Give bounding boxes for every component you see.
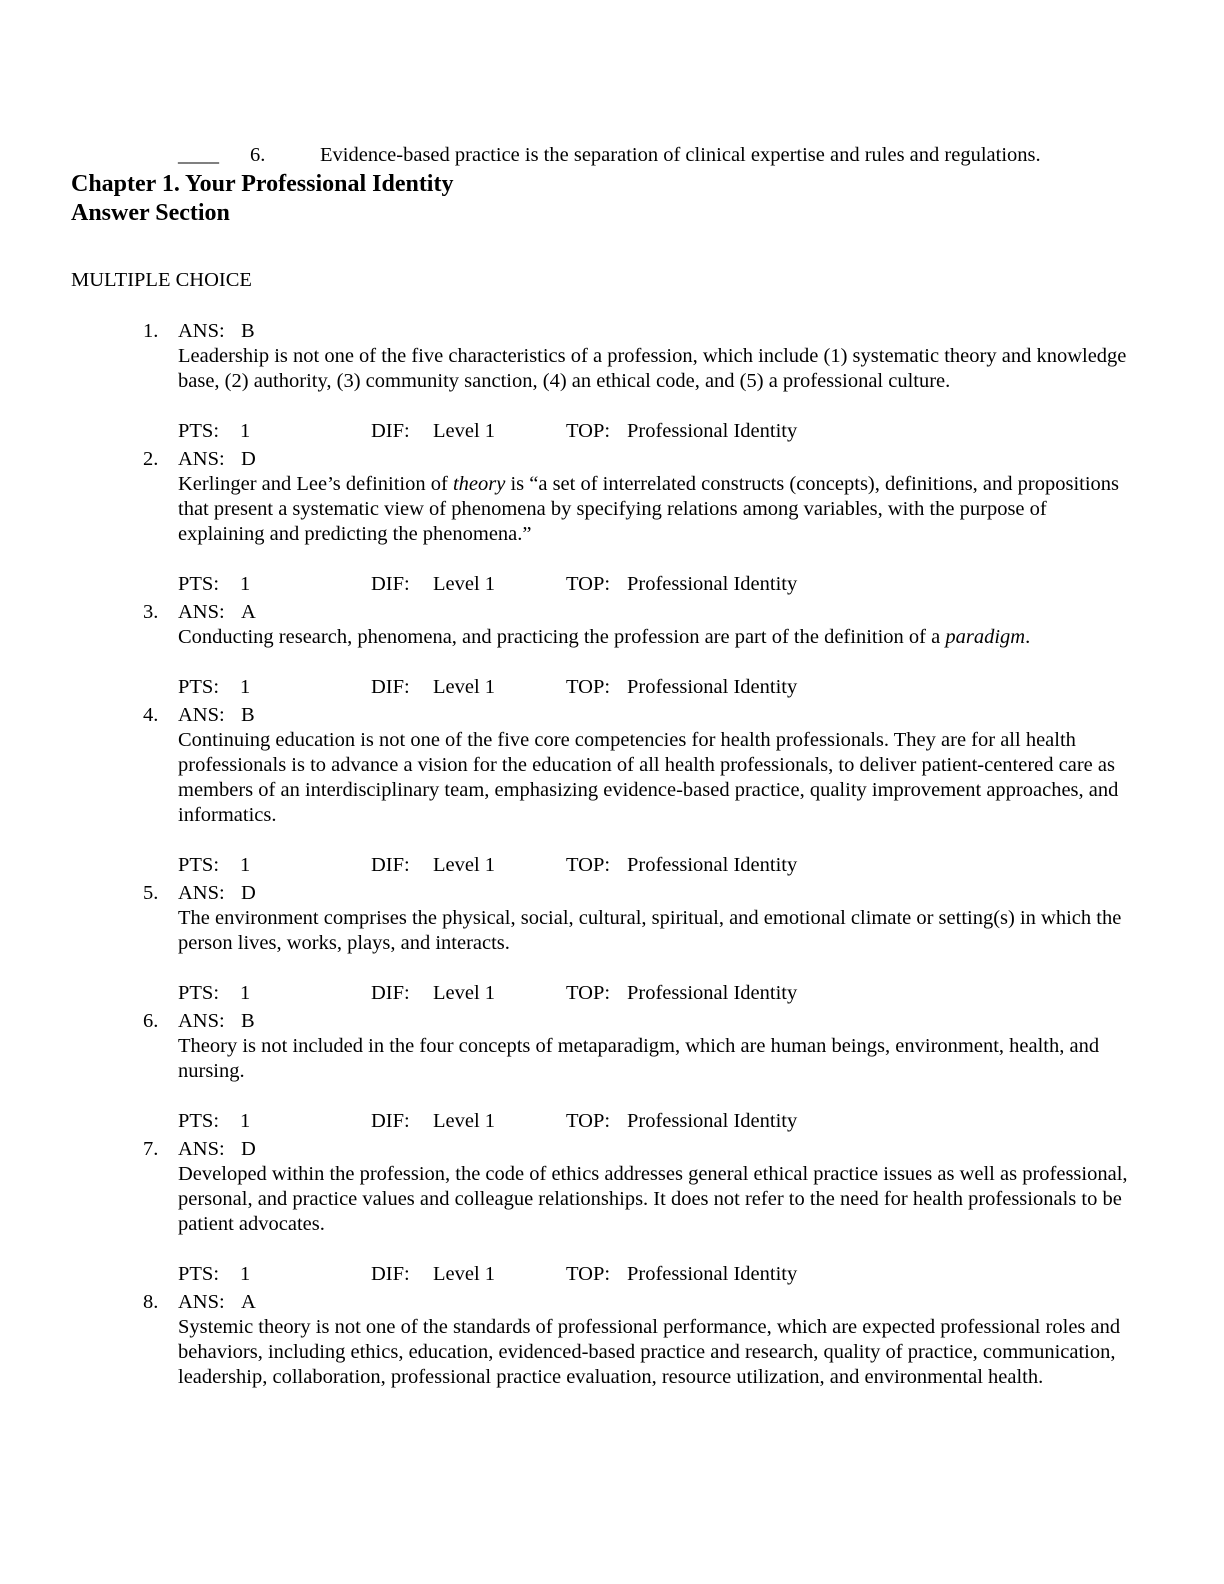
rationale: Developed within the profession, the code of ethics addresses general ethical practice issues as well as professional, personal, and practice values and colleague relationships. It does not refer to the need for health professionals to be patient advocates.	[178, 1163, 1128, 1235]
answer-meta	[178, 981, 1138, 1009]
pts-value: 1	[240, 420, 251, 442]
top-label: TOP:	[566, 1110, 611, 1132]
pts-label: PTS:	[178, 1263, 220, 1285]
top-value: Professional Identity	[627, 676, 798, 698]
pts-value: 1	[240, 982, 251, 1004]
answer-item	[0, 1009, 1138, 1137]
rationale-text: .	[1025, 626, 1031, 648]
pts-value: 1	[240, 676, 251, 698]
ans-value: B	[241, 704, 255, 726]
ans-value: B	[241, 1010, 255, 1032]
question-text: Evidence-based practice is the separation of clinical expertise and rules and regulations.	[320, 144, 1041, 166]
ans-value: D	[241, 882, 256, 904]
answer-meta	[178, 572, 1138, 600]
answer-item	[0, 881, 1138, 1009]
dif-value: Level 1	[433, 982, 496, 1004]
answer-item	[0, 600, 1138, 703]
answer-number: 8.	[143, 1291, 159, 1313]
ans-label: ANS:	[178, 448, 225, 470]
rationale	[178, 472, 1138, 547]
pts-label: PTS:	[178, 676, 220, 698]
ans-value: A	[241, 601, 256, 623]
answer-number: 3.	[143, 601, 159, 623]
rationale-emphasis: paradigm	[945, 626, 1026, 648]
question-number: 6.	[250, 144, 266, 166]
answer-blank: ____	[178, 144, 219, 166]
rationale-text: Conducting research, phenomena, and practicing the profession are part of the definition of a	[178, 626, 946, 648]
pts-value: 1	[240, 1263, 251, 1285]
pts-value: 1	[240, 1110, 251, 1132]
pts-value: 1	[240, 573, 251, 595]
top-value: Professional Identity	[627, 1110, 798, 1132]
dif-value: Level 1	[433, 1263, 496, 1285]
answer-meta	[178, 1109, 1138, 1137]
answer-number: 2.	[143, 448, 159, 470]
answer-list	[0, 319, 1224, 1415]
dif-label: DIF:	[371, 420, 410, 442]
answer-section-title: Answer Section	[71, 200, 230, 226]
answer-meta	[178, 675, 1138, 703]
rationale: Systemic theory is not one of the standards of professional performance, which are expected professional roles and behaviors, including ethics, education, evidenced-based practice and research, quality of practice, communication, leadership, collaboration, professional practice evaluation, resource utilization, and environmental health.	[178, 1316, 1121, 1388]
pts-label: PTS:	[178, 1110, 220, 1132]
ans-value: D	[241, 1138, 256, 1160]
answer-number: 7.	[143, 1138, 159, 1160]
top-label: TOP:	[566, 982, 611, 1004]
dif-value: Level 1	[433, 1110, 496, 1132]
rationale	[178, 625, 1138, 650]
top-value: Professional Identity	[627, 854, 798, 876]
top-value: Professional Identity	[627, 420, 798, 442]
ans-value: B	[241, 320, 255, 342]
answer-number: 4.	[143, 704, 159, 726]
rationale-emphasis: theory	[452, 473, 506, 495]
answer-item	[0, 1290, 1138, 1390]
answer-meta	[178, 853, 1138, 881]
top-label: TOP:	[566, 854, 611, 876]
section-title: MULTIPLE CHOICE	[71, 269, 252, 291]
pts-label: PTS:	[178, 854, 220, 876]
pts-label: PTS:	[178, 420, 220, 442]
ans-label: ANS:	[178, 704, 225, 726]
top-label: TOP:	[566, 420, 611, 442]
top-value: Professional Identity	[627, 573, 798, 595]
dif-value: Level 1	[433, 420, 496, 442]
pts-label: PTS:	[178, 573, 220, 595]
pts-label: PTS:	[178, 982, 220, 1004]
rationale: Leadership is not one of the five characteristics of a profession, which include (1) systematic theory and knowledge base, (2) authority, (3) community sanction, (4) an ethical code, and (5) a professional culture.	[178, 345, 1127, 392]
rationale-text: Kerlinger and Lee’s definition of	[178, 473, 453, 495]
ans-label: ANS:	[178, 1010, 225, 1032]
chapter-title: Chapter 1. Your Professional Identity	[71, 171, 454, 197]
ans-value: D	[241, 448, 256, 470]
answer-number: 1.	[143, 320, 159, 342]
dif-label: DIF:	[371, 982, 410, 1004]
rationale: The environment comprises the physical, social, cultural, spiritual, and emotional climate or setting(s) in which the person lives, works, plays, and interacts.	[178, 907, 1122, 954]
dif-value: Level 1	[433, 854, 496, 876]
answer-number: 6.	[143, 1010, 159, 1032]
answer-number: 5.	[143, 882, 159, 904]
ans-value: A	[241, 1291, 256, 1313]
pts-value: 1	[240, 854, 251, 876]
top-label: TOP:	[566, 676, 611, 698]
dif-label: DIF:	[371, 854, 410, 876]
dif-label: DIF:	[371, 573, 410, 595]
true-false-item	[178, 143, 1178, 169]
dif-label: DIF:	[371, 1110, 410, 1132]
answer-item	[0, 1137, 1138, 1290]
ans-label: ANS:	[178, 882, 225, 904]
rationale: Continuing education is not one of the five core competencies for health professionals. They are for all health professionals is to advance a vision for the education of all health professionals, to deliver patient-centered care as members of an interdisciplinary team, emphasizing evidence-based practice, quality improvement approaches, and informatics.	[178, 729, 1119, 826]
top-value: Professional Identity	[627, 982, 798, 1004]
ans-label: ANS:	[178, 601, 225, 623]
answer-meta	[178, 419, 1138, 447]
answer-meta	[178, 1262, 1138, 1290]
dif-label: DIF:	[371, 1263, 410, 1285]
ans-label: ANS:	[178, 1138, 225, 1160]
ans-label: ANS:	[178, 1291, 225, 1313]
ans-label: ANS:	[178, 320, 225, 342]
top-value: Professional Identity	[627, 1263, 798, 1285]
dif-value: Level 1	[433, 573, 496, 595]
dif-label: DIF:	[371, 676, 410, 698]
top-label: TOP:	[566, 1263, 611, 1285]
rationale: Theory is not included in the four concepts of metaparadigm, which are human beings, environment, health, and nursing.	[178, 1035, 1100, 1082]
answer-item	[0, 703, 1138, 881]
answer-item	[0, 447, 1138, 600]
rationale-text: is “a set of interrelated constructs (concepts), definitions, and propositions that present a systematic view of phenomena by specifying relations among variables, with the purpose of explaining and predicting the phenomena.”	[178, 473, 1120, 545]
dif-value: Level 1	[433, 676, 496, 698]
top-label: TOP:	[566, 573, 611, 595]
answer-item	[0, 319, 1138, 447]
